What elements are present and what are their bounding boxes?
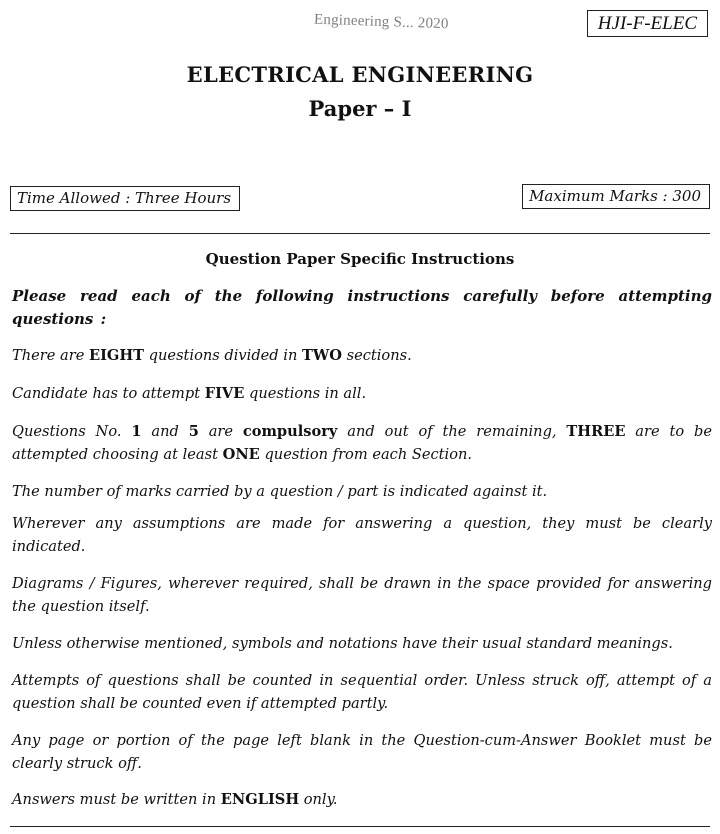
- top-divider: [10, 233, 710, 234]
- paper-title: ELECTRICAL ENGINEERING: [186, 62, 534, 87]
- instruction-eight-questions: There are EIGHT questions divided in TWO sections.: [12, 347, 412, 364]
- instruction-assumptions: Wherever any assumptions are made for answering a question, they must be clearly indicated.: [12, 515, 712, 555]
- instructions-heading: Question Paper Specific Instructions: [205, 250, 515, 268]
- instruction-five-questions: Candidate has to attempt FIVE questions in all.: [12, 385, 367, 402]
- maximum-marks-box: Maximum Marks : 300: [522, 184, 710, 209]
- instruction-language: Answers must be written in ENGLISH only.: [12, 791, 338, 808]
- paper-code-box: HJI-F-ELEC: [587, 10, 708, 37]
- instruction-blank-pages: Any page or portion of the page left blank in the Question-cum-Answer Booklet must be clearly struck off.: [12, 732, 712, 772]
- bottom-divider: [10, 826, 710, 827]
- instruction-marks: The number of marks carried by a question / part is indicated against it.: [12, 483, 548, 500]
- instructions-lead: Please read each of the following instructions carefully before attempting questions :: [12, 287, 712, 328]
- instruction-diagrams: Diagrams / Figures, wherever required, shall be drawn in the space provided for answering the question itself.: [12, 575, 712, 615]
- header-stamp: Engineering S... 2020: [313, 11, 449, 33]
- paper-subtitle: Paper – I: [308, 96, 412, 121]
- time-allowed-box: Time Allowed : Three Hours: [10, 186, 240, 211]
- instruction-compulsory-questions: Questions No. 1 and 5 are compulsory and out of the remaining, THREE are to be attempted choosing at least ONE question from each Section.: [12, 423, 712, 463]
- instruction-symbols: Unless otherwise mentioned, symbols and notations have their usual standard meanings.: [12, 635, 673, 652]
- instruction-attempts: Attempts of questions shall be counted in sequential order. Unless struck off, attempt of a question shall be counted even if attempted partly.: [12, 672, 712, 712]
